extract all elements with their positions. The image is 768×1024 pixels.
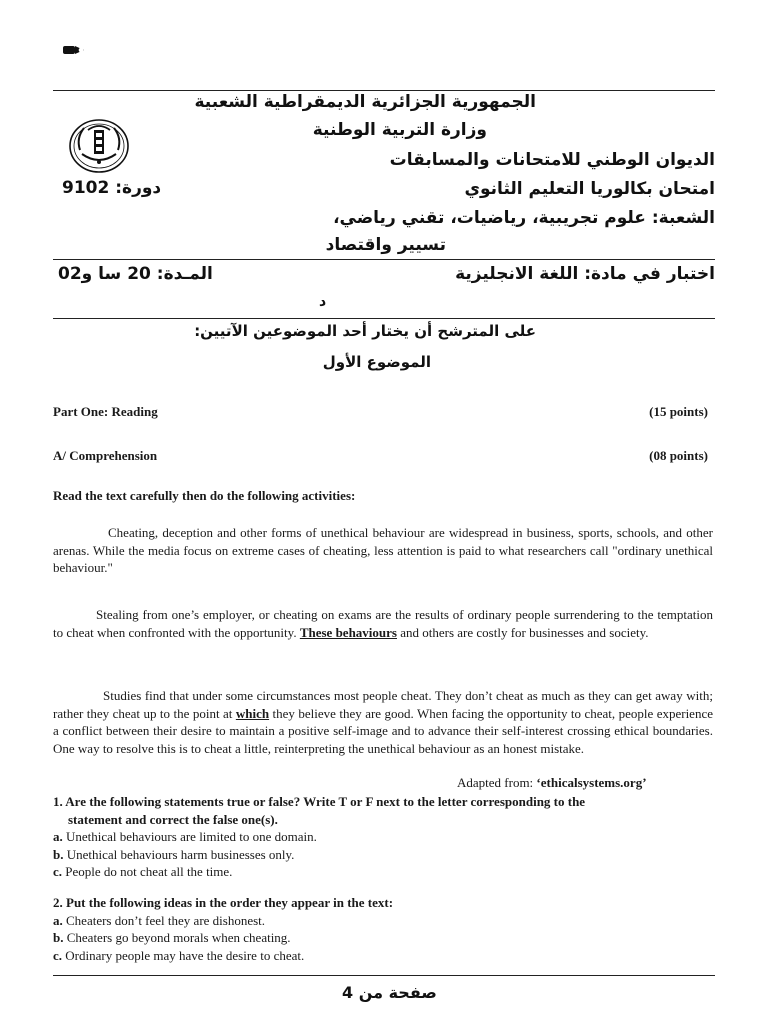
header-session: دورة: 9102 [62, 178, 162, 198]
footer-rule [53, 975, 715, 976]
part-one-title: Part One: Reading [53, 404, 158, 419]
underlined-these-behaviours: These behaviours [299, 624, 397, 640]
question-1: 1. Are the following statements true or false? Write T or F next to the letter corresponding to the statement and correct the false one(s). a. Unethical behaviours are limited to one domain. b. Unethical behaviours harm businesses only. c. People do not cheat all the time. [53, 793, 718, 881]
header-mid-rule [53, 259, 715, 260]
passage-paragraph-2: Stealing from one’s employer, or cheating on exams are the results of ordinary people surrendering to the temptation to cheat when confronted with the opportunity. These behaviours and others are costly for businesses and society. [53, 607, 713, 640]
header-exam: امتحان بكالوريا التعليم الثانوي [464, 179, 715, 199]
subject-line: اختبار في مادة: اللغة الانجليزية [455, 264, 715, 284]
question-2: 2. Put the following ideas in the order they appear in the text: a. Cheaters don’t feel they are dishonest. b. Cheaters go beyond morals when cheating. c. Ordinary people may have the desire to cheat. [53, 894, 718, 964]
comprehension-points: (08 points) [649, 448, 708, 463]
page-number: صفحة من 4 [342, 983, 437, 1002]
list-item: b. Cheaters go beyond morals when cheating. [53, 930, 291, 945]
topic-title: الموضوع الأول [322, 353, 431, 371]
header-bottom-rule [53, 318, 715, 319]
list-item: c. People do not cheat all the time. [53, 864, 233, 879]
header-branch: الشعبة: علوم تجريبية، رياضيات، تقني رياضي، [333, 208, 715, 228]
comprehension-title: A/ Comprehension [53, 448, 158, 463]
list-item: c. Ordinary people may have the desire to cheat. [53, 947, 305, 963]
list-item: b. Unethical behaviours harm businesses only. [53, 846, 295, 862]
source-credit: Adapted from: ‘ethicalsystems.org’ [457, 775, 647, 790]
header-top-rule [53, 90, 715, 91]
passage-paragraph-1: Cheating, deception and other forms of unethical behaviour are widespread in business, sports, schools, and other arenas. While the media focus on extreme cases of cheating, less attention is paid to what researchers call "ordinary unethical behaviour." [53, 525, 713, 575]
duration-line: المـدة: 20 سا و02 [58, 264, 213, 284]
pencil-icon [62, 42, 88, 56]
passage-paragraph-3: Studies find that under some circumstances most people cheat. They don’t cheat as much as they can get away with; rather they cheat up to the point at which they believe they are good. When facing the opportunity to cheat, people experience a conflict between their desire to maintain a positive self-image and to advance their self-interest crossing ethical boundaries. One way to resolve this is to cheat a little, reinterpreting the unethical behaviour as an honest mistake. [53, 688, 713, 756]
header-office: الديوان الوطني للامتحانات والمسابقات [389, 150, 715, 170]
part-one-points: (15 points) [649, 404, 708, 419]
header-republic: الجمهورية الجزائرية الديمقراطية الشعبية [194, 92, 536, 112]
list-item: a. Unethical behaviours are limited to one domain. [53, 829, 317, 844]
list-item: a. Cheaters don’t feel they are dishonest. [53, 912, 266, 928]
header-branch-2: تسيير واقتصاد [325, 235, 446, 255]
candidate-instruction: على المترشح أن يختار أحد الموضوعين الآتيين: [194, 322, 536, 340]
reading-instruction: Read the text carefully then do the following activities: [53, 488, 356, 503]
underlined-which: which [235, 705, 270, 721]
national-emblem-logo [68, 118, 130, 174]
duration-tail: د [319, 294, 327, 310]
header-ministry: وزارة التربية الوطنية [312, 120, 487, 140]
